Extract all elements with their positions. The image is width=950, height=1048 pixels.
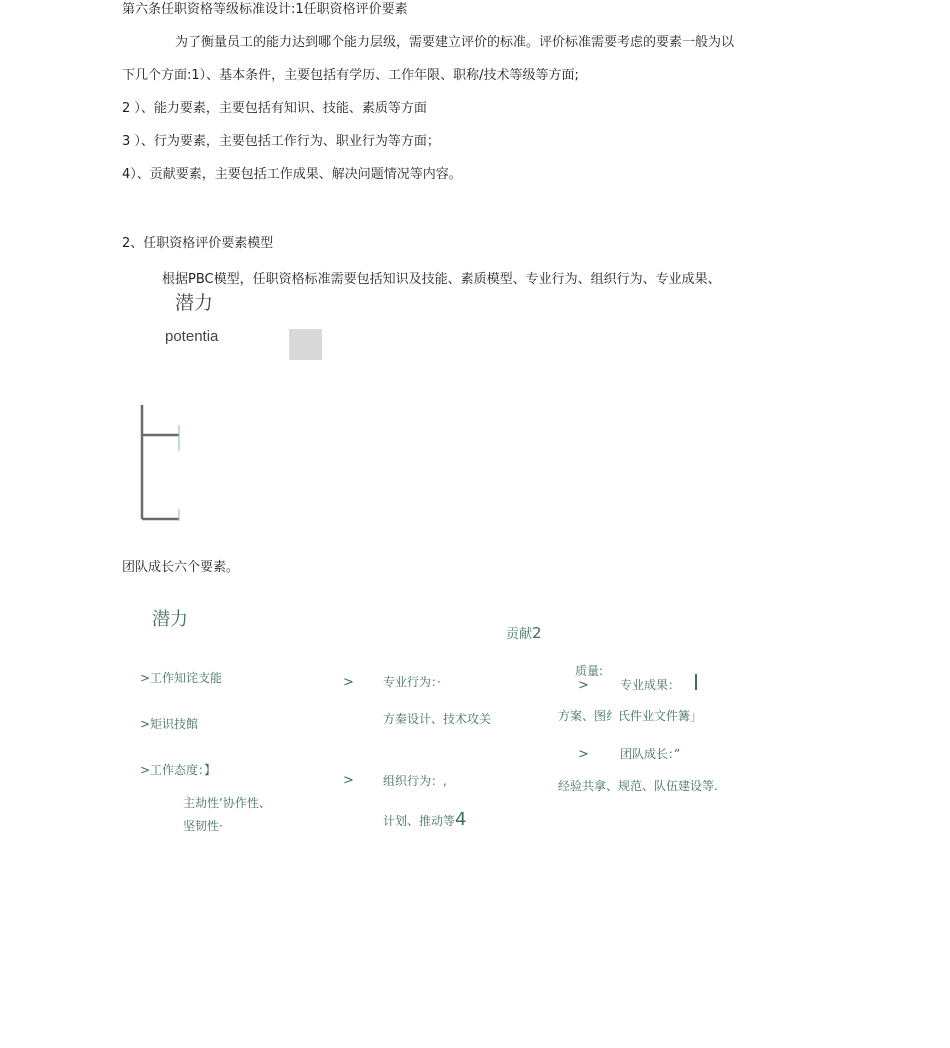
diagram-organizational-detail [383,809,467,830]
diagram-title-potential: 潜力 [152,609,188,630]
team-growth-sentence: 团队成长六个要素。 [122,560,240,575]
bracket-shape-icon [139,403,181,523]
figure-placeholder-box [289,329,322,360]
organizational-detail-text: 计划、推动等 [383,814,456,828]
intro-paragraph-line-2: 下几个方面:1）、基本条件，主要包括有学历、工作年限、职称/技术等级等方面; [122,68,579,83]
diagram-contribution-label [506,625,542,643]
organizational-detail-number: 4 [455,809,467,830]
figure-potential-label-en: potentia [165,328,219,345]
chevron-right-icon: > [578,747,589,762]
list-item-ability: 2 ）、能力要素，主要包括有知识、技能、素质等方面 [122,101,427,116]
diagram-professional-results: 专业成果： [620,678,681,692]
chevron-right-icon: > [343,675,354,690]
diagram-results-detail: 方案、图纟氏件业文件篝」 [558,709,703,723]
diagram-attitude-detail-2: 坚韧性· [183,819,223,833]
contribution-number: 2 [532,624,542,642]
pbc-paragraph: 根据PBC模型，任职资格标准需要包括知识及技能、素质模型、专业行为、组织行为、专业成果、 [162,272,721,287]
section-heading-model: 2、任职资格评价要素模型 [122,236,274,251]
diagram-knowledge-item: >矩识技館 [140,717,199,731]
diagram-work-attitude: >工作态度：】 [140,763,217,777]
chevron-right-icon: > [578,678,589,693]
list-item-contribution: 4）、贡献要素，主要包括工作成果、解决问题情况等内容。 [122,167,462,182]
article-heading: 第六条任职资格等级标准设计:1任职资格评价要素 [122,2,408,17]
list-item-behavior: 3 ）、行为要素，主要包括工作行为、职业行为等方面； [122,134,440,149]
figure-potential-label-cn: 潜力 [175,292,214,314]
chevron-right-icon: > [343,773,354,788]
diagram-professional-detail: 方秦设计、技术攻关 [383,712,492,726]
diagram-quality-label: 质量: [575,664,604,678]
diagram-team-growth: 团队成长：” [620,747,681,761]
text-cursor-icon [695,674,697,690]
contribution-text: 贡献 [506,627,533,642]
diagram-knowledge-skill: >工作知诧支能 [140,671,223,685]
diagram-organizational-behavior: 组织行为：, [383,774,447,788]
diagram-professional-behavior: 专业行为：· [383,675,441,689]
diagram-attitude-detail-1: 主劫性’协作性、 [183,796,271,810]
diagram-team-growth-detail: 经验共拿、规范、队伍建设等. [558,779,718,793]
intro-paragraph-line-1: 为了衡量员工的能力达到哪个能力层级，需要建立评价的标准。评价标准需要考虑的要素一般为以 [175,35,735,50]
